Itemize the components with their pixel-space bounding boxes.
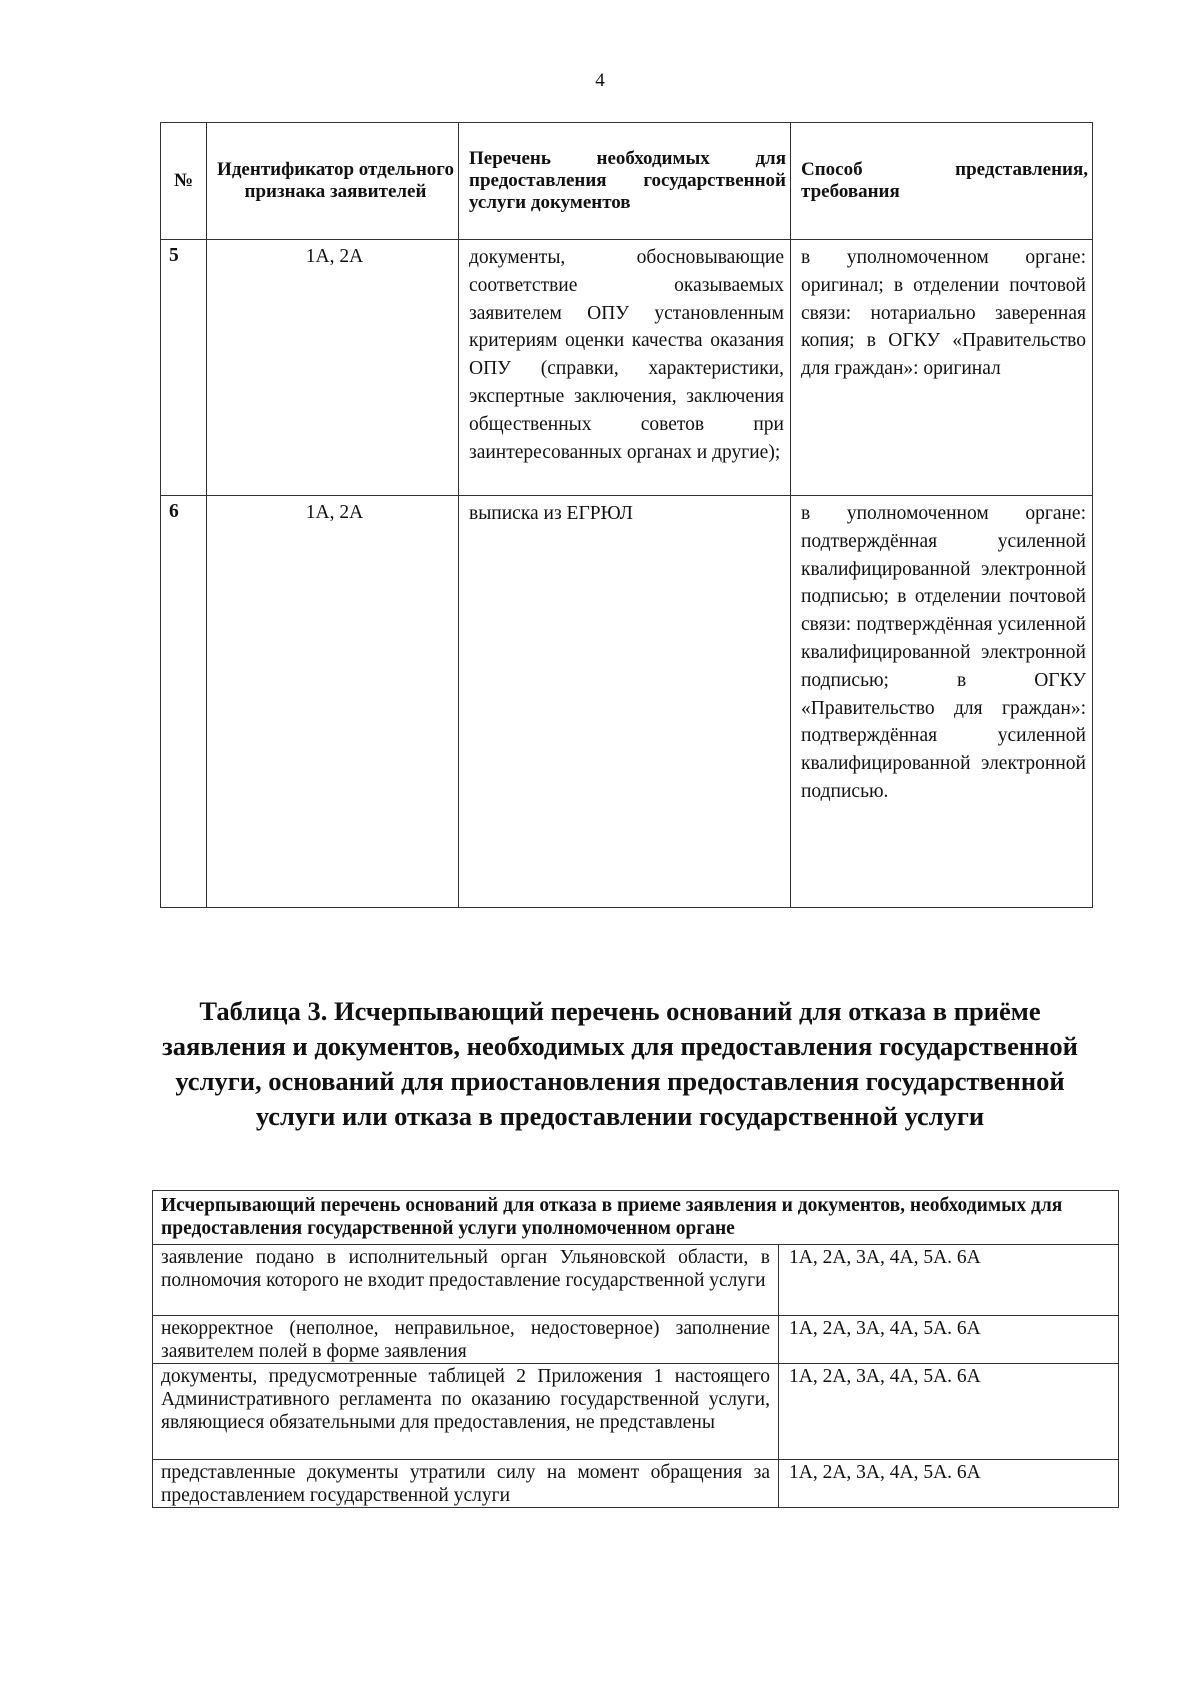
header-documents: Перечень необходимых для предоставления государственной услуги документов <box>459 123 791 240</box>
table-row <box>153 1245 1119 1316</box>
row-number: 5 <box>161 240 207 496</box>
row-ground-text: представленные документы утратили силу на момент обращения за предоставлением государственной услуги <box>153 1460 779 1508</box>
documents-table <box>160 122 1093 908</box>
refusal-grounds-header <box>153 1191 1119 1245</box>
row-ground-text: некорректное (неполное, неправильное, недостоверное) заполнение заявителем полей в форме заявления <box>153 1316 779 1364</box>
refusal-grounds-table <box>152 1190 1119 1508</box>
documents-table-header <box>161 123 1093 240</box>
page-number: 4 <box>595 70 605 91</box>
header-refusal-grounds: Исчерпывающий перечень оснований для отказа в приеме заявления и документов, необходимых для предоставления государственной услуги уполномоченном органе <box>153 1191 1119 1245</box>
table-row <box>161 496 1093 908</box>
header-method: Способ представления, требования <box>791 123 1093 240</box>
row-documents: выписка из ЕГРЮЛ <box>459 496 791 908</box>
header-num: № <box>161 123 207 240</box>
table-row <box>153 1316 1119 1364</box>
table-row <box>153 1364 1119 1460</box>
row-ground-codes: 1А, 2А, 3А, 4А, 5А. 6А <box>779 1316 1119 1364</box>
row-method: в уполномоченном органе: подтверждённая усиленной квалифицированной электронной подписью; в отделении почтовой связи: подтверждённая усиленной квалифицированной электронной подписью; в ОГКУ «Правительство для граждан»: подтверждённая усиленной квалифицированной электронной подписью. <box>791 496 1093 908</box>
row-ground-text: заявление подано в исполнительный орган Ульяновской области, в полномочия которого не входит предоставление государственной услуги <box>153 1245 779 1316</box>
table-row <box>153 1460 1119 1508</box>
row-method: в уполномоченном органе: оригинал; в отделении почтовой связи: нотариально заверенная копия; в ОГКУ «Правительство для граждан»: оригинал <box>791 240 1093 496</box>
row-identifiers: 1А, 2А <box>207 240 459 496</box>
row-number: 6 <box>161 496 207 908</box>
row-documents: документы, обосновывающие соответствие оказываемых заявителем ОПУ установленным критериям оценки качества оказания ОПУ (справки, характеристики, экспертные заключения, заключения общественных советов при заинтересованных органах и другие); <box>459 240 791 496</box>
row-ground-codes: 1А, 2А, 3А, 4А, 5А. 6А <box>779 1460 1119 1508</box>
row-identifiers: 1А, 2А <box>207 496 459 908</box>
row-ground-text: документы, предусмотренные таблицей 2 Приложения 1 настоящего Административного регламента по оказанию государственной услуги, являющиеся обязательными для предоставления, не представлены <box>153 1364 779 1460</box>
table3-heading: Таблица 3. Исчерпывающий перечень оснований для отказа в приёме заявления и документов, необходимых для предоставления государственной услуги, оснований для приостановления предоставления государственной услуги или отказа в предоставлении государственной услуги <box>162 996 1078 1131</box>
row-ground-codes: 1А, 2А, 3А, 4А, 5А. 6А <box>779 1364 1119 1460</box>
header-identifier: Идентификатор отдельного признака заявителей <box>207 123 459 240</box>
row-ground-codes: 1А, 2А, 3А, 4А, 5А. 6А <box>779 1245 1119 1316</box>
table-row <box>161 240 1093 496</box>
